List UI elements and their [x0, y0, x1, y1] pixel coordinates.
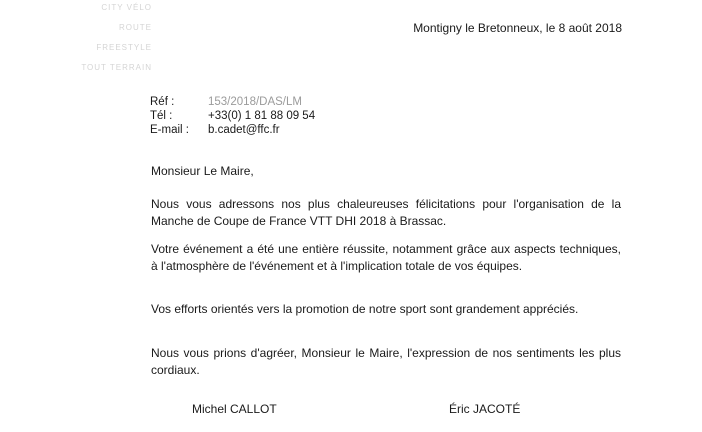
salutation: Monsieur Le Maire,: [151, 164, 254, 178]
email-label: E-mail :: [150, 124, 189, 136]
reference-row: [150, 123, 315, 137]
email-address: b.cadet@ffc.fr: [208, 124, 280, 136]
letterhead-line: ROUTE: [119, 23, 152, 32]
reference-row: [150, 95, 315, 109]
reference-row: [150, 109, 315, 123]
letterhead-line: CITY VÉLO: [101, 3, 152, 12]
reference-block: [150, 95, 315, 137]
letterhead-line: FREESTYLE: [96, 43, 152, 52]
phone-label: Tél :: [150, 110, 173, 122]
paragraph-efforts: Vos efforts orientés vers la promotion de notre sport sont grandement appréciés.: [151, 302, 579, 316]
reference-label: Réf :: [150, 96, 175, 108]
letterhead-line: TOUT TERRAIN: [81, 63, 152, 72]
phone-number: +33(0) 1 81 88 09 54: [208, 110, 316, 122]
paragraph-congratulations: Nous vous adressons nos plus chaleureuses félicitations pour l'organisation de la Manche de Coupe de France VTT DHI 2018 à Brassac.: [151, 197, 621, 228]
signatory-right: Éric JACOTÉ: [449, 402, 521, 416]
letterhead-watermark: [72, 0, 152, 78]
paragraph-closing: Nous vous prions d'agréer, Monsieur le Maire, l'expression de nos sentiments les plus cordiaux.: [151, 346, 621, 377]
reference-number: 153/2018/DAS/LM: [208, 96, 302, 108]
place-and-date: Montigny le Bretonneux, le 8 août 2018: [413, 21, 622, 35]
paragraph-success: Votre événement a été une entière réussite, notamment grâce aux aspects techniques, à l'atmosphère de l'événement et à l'implication totale de vos équipes.: [151, 242, 621, 273]
signatory-left: Michel CALLOT: [192, 402, 277, 416]
